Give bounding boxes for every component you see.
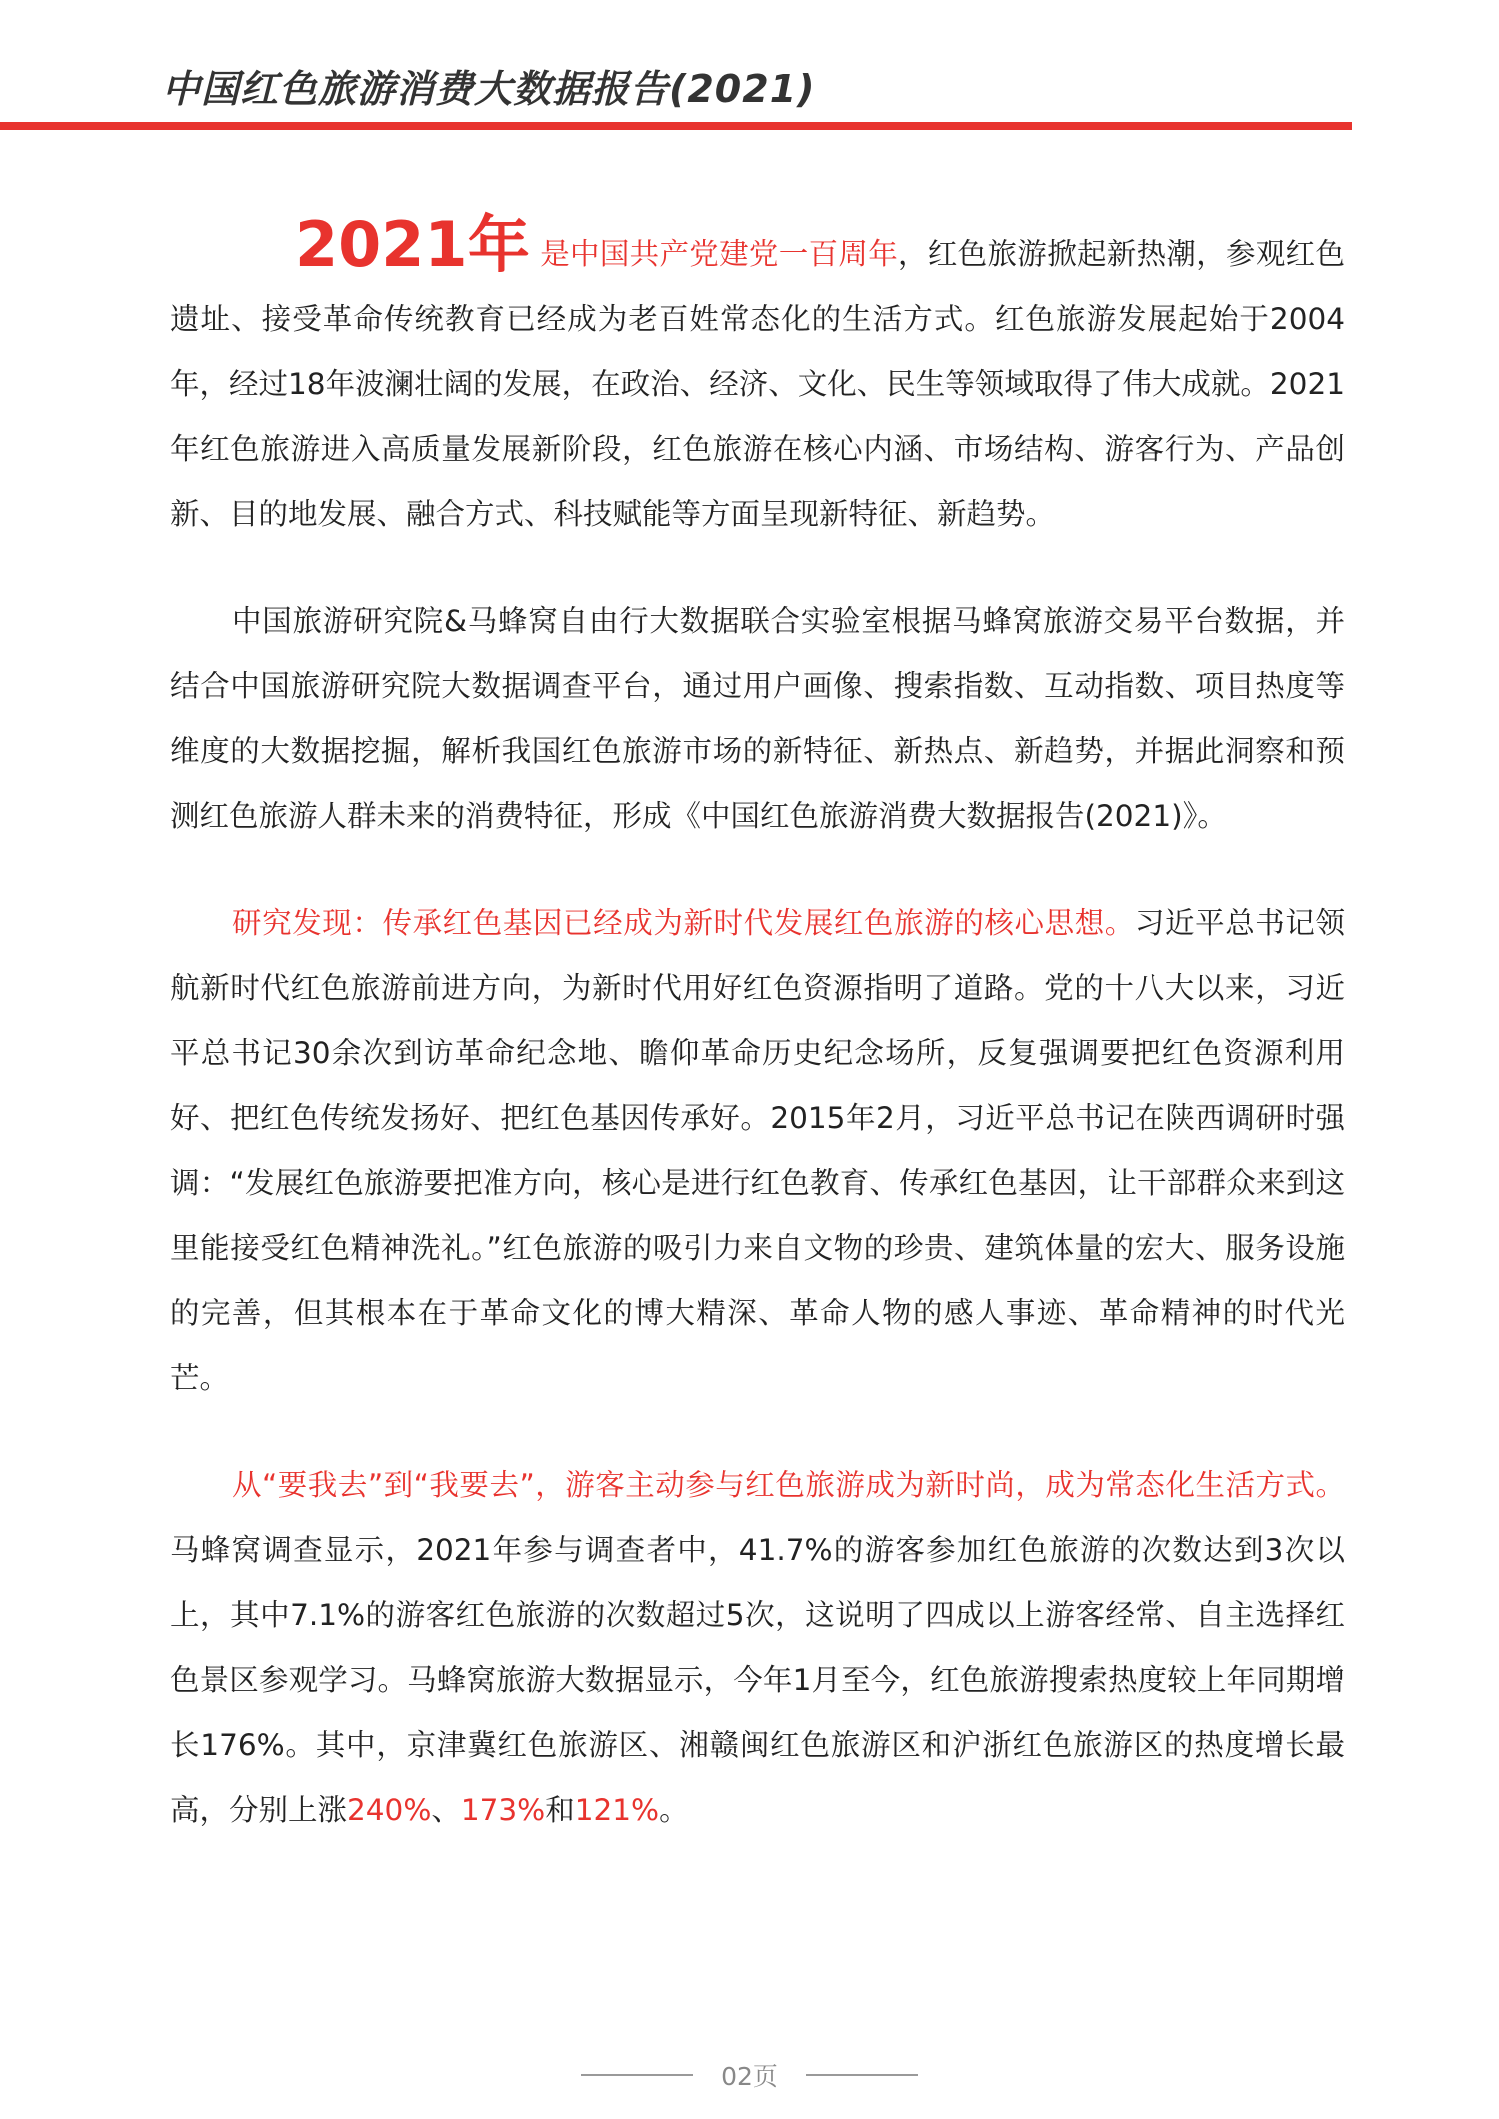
paragraph-4 [170, 1453, 1345, 1843]
stat-separator-2: 和 [545, 1793, 575, 1827]
stat-separator-1: 、 [431, 1793, 461, 1827]
paragraph-1-text: ，红色旅游掀起新热潮，参观红色遗址、接受革命传统教育已经成为老百姓常态化的生活方式。红色旅游发展起始于2004年，经过18年波澜壮阔的发展，在政治、经济、文化、民生等领域取得了伟大成就。2021年红色旅游进入高质量发展新阶段，红色旅游在核心内涵、市场结构、游客行为、产品创新、目的地发展、融合方式、科技赋能等方面呈现新特征、新趋势。 [170, 237, 1345, 531]
footer-left-line [581, 2074, 693, 2076]
header-red-rule [0, 122, 1352, 130]
highlight-year: 2021年 [295, 208, 531, 281]
stat-xiangganmin: 173% [460, 1793, 546, 1827]
paragraph-2-text: 中国旅游研究院&马蜂窝自由行大数据联合实验室根据马蜂窝旅游交易平台数据，并结合中国旅游研究院大数据调查平台，通过用户画像、搜索指数、互动指数、项目热度等维度的大数据挖掘，解析我国红色旅游市场的新特征、新热点、新趋势，并据此洞察和预测红色旅游人群未来的消费特征，形成《中国红色旅游消费大数据报告(2021)》。 [170, 604, 1345, 833]
page-footer [0, 2060, 1499, 2090]
stat-jingjinji: 240% [347, 1793, 432, 1827]
paragraph-3 [170, 891, 1345, 1411]
report-title: 中国红色旅游消费大数据报告(2021) [162, 67, 816, 111]
stat-huzhe: 121% [574, 1793, 660, 1827]
paragraph-1 [170, 208, 1345, 547]
paragraph-2 [170, 589, 1345, 849]
paragraph-4-text: 马蜂窝调查显示，2021年参与调查者中，41.7%的游客参加红色旅游的次数达到3次以上，其中7.1%的游客红色旅游的次数超过5次，这说明了四成以上游客经常、自主选择红色景区参观学习。马蜂窝旅游大数据显示，今年1月至今，红色旅游搜索热度较上年同期增长176%。其中，京津冀红色旅游区、湘赣闽红色旅游区和沪浙红色旅游区的热度增长最高，分别上涨 [170, 1533, 1345, 1827]
article-body [170, 208, 1345, 1885]
highlight-centenary: 是中国共产党建党一百周年 [540, 237, 899, 271]
footer-right-line [806, 2074, 918, 2076]
finding-heading: 研究发现：传承红色基因已经成为新时代发展红色旅游的核心思想。 [232, 906, 1135, 940]
page-number: 02页 [721, 2062, 778, 2091]
paragraph-3-text: 习近平总书记领航新时代红色旅游前进方向，为新时代用好红色资源指明了道路。党的十八大以来，习近平总书记30余次到访革命纪念地、瞻仰革命历史纪念场所，反复强调要把红色资源利用好、把红色传统发扬好、把红色基因传承好。2015年2月，习近平总书记在陕西调研时强调：“发展红色旅游要把准方向，核心是进行红色教育、传承红色基因，让干部群众来到这里能接受红色精神洗礼。”红色旅游的吸引力来自文物的珍贵、建筑体量的宏大、服务设施的完善，但其根本在于革命文化的博大精深、革命人物的感人事迹、革命精神的时代光芒。 [170, 906, 1345, 1395]
paragraph-4-end: 。 [659, 1793, 689, 1827]
trend-heading: 从“要我去”到“我要去”，游客主动参与红色旅游成为新时尚，成为常态化生活方式。 [232, 1468, 1345, 1502]
